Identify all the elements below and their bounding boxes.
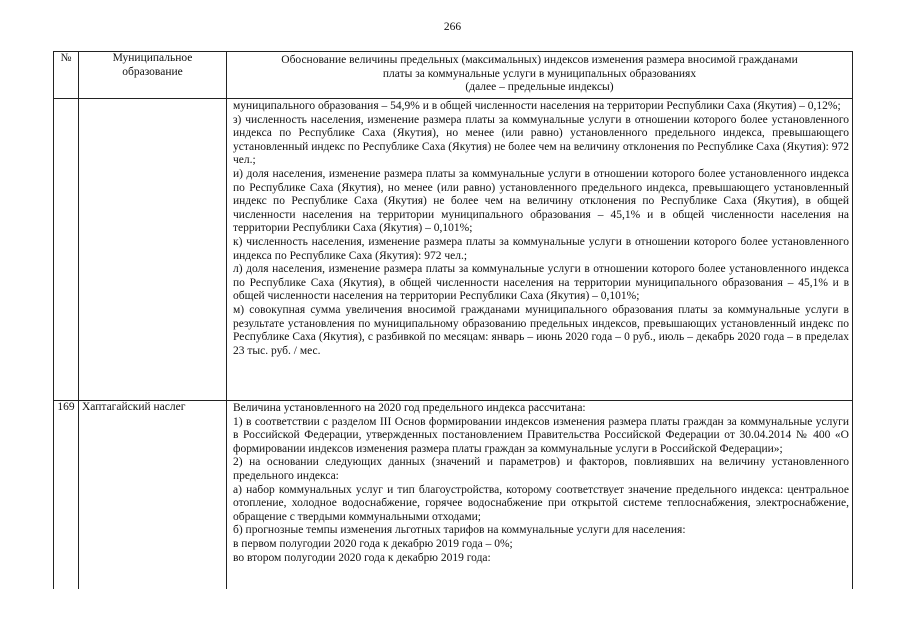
header-justification-line: (далее – предельные индексы) (465, 81, 614, 94)
municipality-cell: Хаптагайский наслег (79, 401, 227, 589)
header-justification (227, 52, 853, 99)
table-header-row (54, 52, 853, 99)
page-number: 266 (443, 21, 462, 33)
table-row (54, 401, 853, 589)
paragraph: муниципального образования – 54,9% и в общей численности населения на территории Республики Саха (Якутия) – 0,12%; (233, 100, 841, 112)
row-number-cell: 169 (54, 401, 79, 589)
paragraph: л) доля населения, изменение размера платы за коммунальные услуги в отношении которого более установленного индекса по Республике Саха (Якутия), в общей численности населения на территории муниципального образования – 45,1% и в общей численности населения на территории Республики Саха (Якутия) – 0,101%; (233, 263, 849, 303)
header-justification-line: платы за коммунальные услуги в муниципальных образованиях (382, 67, 697, 80)
header-justification-line: Обоснование величины предельных (максимальных) индексов изменения размера вносимой гражданами (281, 54, 798, 66)
paragraph: Величина установленного на 2020 год предельного индекса рассчитана: (233, 402, 586, 414)
paragraph: к) численность населения, изменение размера платы за коммунальные услуги в отношении которого более установленного индекса по Республике Саха (Якутия): 972 чел.; (233, 235, 849, 262)
header-number: № (54, 52, 79, 99)
paragraph: и) доля населения, изменение размера платы за коммунальные услуги в отношении которого более установленного индекса по Республике Саха (Якутия), но менее (или равно) установленного предельного индекса, превышающего установленный индекс по Республике Саха (Якутия) не более чем на величину отклонения по Республике Саха (Якутия), в общей численности населения на территории муниципального образования – 45,1% и в общей численности населения на территории Республики Саха (Якутия) – 0,101%; (233, 167, 849, 235)
paragraph: а) набор коммунальных услуг и тип благоустройства, которому соответствует значение предельного индекса: центральное отопление, холодное водоснабжение, горячее водоснабжение при открытой системе теплоснабжения, электроснабжение, обращение с твердыми коммунальными отходами; (233, 483, 849, 523)
paragraph: м) совокупная сумма увеличения вносимой гражданами муниципального образования платы за коммунальные услуги в результате установления по муниципальному образованию предельных индексов, превышающих установленный индекс по Республике Саха (Якутия), с разбивкой по месяцам: январь – июнь 2020 года – 0 руб., июль – декабрь 2020 года – в пределах 23 тыс. руб. / мес. (233, 303, 849, 357)
paragraph: 2) на основании следующих данных (значений и параметров) и факторов, повлиявших на величину установленного предельного индекса: (233, 456, 849, 482)
indices-table (53, 51, 853, 589)
justification-cell (227, 401, 853, 589)
paragraph: б) прогнозные темпы изменения льготных тарифов на коммунальные услуги для населения: (233, 524, 686, 537)
table-row (54, 99, 853, 401)
justification-cell (227, 99, 853, 401)
header-municipality: Муниципальное образование (79, 52, 227, 99)
municipality-cell (79, 99, 227, 401)
row-number-cell (54, 99, 79, 401)
paragraph: в первом полугодии 2020 года к декабрю 2019 года – 0%; (233, 537, 513, 550)
paragraph: 1) в соответствии с разделом III Основ формировании индексов изменения размера платы граждан за коммунальные услуги в Российской Федерации, утвержденных постановлением Правительства Российской Федерации от 30.04.2014 № 400 «О формировании индексов изменения размера платы граждан за коммунальные услуги в Российской Федерации»; (233, 415, 849, 455)
paragraph: з) численность населения, изменение размера платы за коммунальные услуги в отношении которого более установленного индекса по Республике Саха (Якутия), но менее (или равно) установленного предельного индекса, превышающего установленный индекс по Республике Саха (Якутия) не более чем на величину отклонения по Республике Саха (Якутия): 972 чел.; (233, 113, 849, 167)
paragraph: во втором полугодии 2020 года к декабрю 2019 года: (233, 551, 491, 564)
